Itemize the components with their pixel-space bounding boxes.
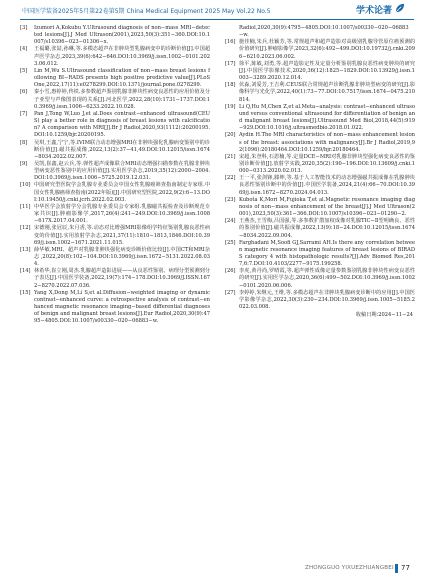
reference-item [20, 68, 210, 89]
reference-number: [27] [225, 289, 236, 296]
reference-text: 吴凯,崔鑫,赵云兵,等.弹性超声成像联合MRI动态增强扫描参数在乳腺非肿块型病变恶性鉴别中的应用价值[J].实用医学杂志,2019,35(12):2000−2004.DOI:10.3969/j.issn.1006−5725.2019.12.031. [34, 160, 210, 182]
page-header [0, 0, 427, 20]
reference-item [225, 61, 415, 82]
page-number: 77 [401, 564, 410, 572]
reference-text: Aydin H.The MRI characteristics of non−mass enhancement lesions of the breast: associations with malignancy[J].Br J Radiol,2019,92(1096):20180464.DOI:10.1259/bjr.20180464. [239, 132, 415, 153]
reference-item [20, 161, 210, 182]
reference-text: 中华医学会放射学分会乳腺专业委员会专家组.乳腺磁共振检查及诊断规范专家共识[J].肿瘤影像学,2017,26(4):241−249.DOI:10.3969/j.issn.1008−617X.2017.04.001. [34, 203, 210, 225]
reference-text: 施佳楠,朱兵,杜颖芳,等.常规超声和超声造影对高级别乳腺导管原位癌预测的价值研究[J].肿瘤影像学,2023,32(6):492−499.DOI:10.19732/j.cnki.2096−6210.2023.06.002. [239, 39, 415, 60]
reference-text: 宋超,朱登科,石恩楠,等.定量DCE−MRI对乳腺非肿块型强化病变良恶性的鉴别诊断价值[J].放射学实践,2020,35(2):190−196.DOI:10.13609/j.cnki.1000−0313.2020.02.013. [239, 153, 415, 175]
reference-number: [19] [225, 103, 236, 110]
reference-item [20, 140, 210, 161]
reference-text: Pan J,Tong W,Luo J,et al.Does contrast−enhanced ultrasound(CEUS) play a better role in diagnosis of breast lesions with calcification? A comparison with MRI[J].Br J Radiol,2020,93(1112):20200195.DOI:10.1259/bjr.20200195. [34, 110, 210, 139]
reference-number: [24] [225, 218, 236, 225]
reference-text: 宋德刚,张冠辰,朱月香,等.动态对比增强MRI影像组学特征鉴别乳腺良恶性病变的价值[J].实用放射学杂志,2021,37(11):1810−1813,1846.DOI:10.3969/j.issn.1002−1671.2021.11.015. [34, 225, 210, 246]
reference-text: Izumori A,Kokubu Y.Ultrasound diagnosis of non−mass MRI−detected lesions[J].J Med Ultrason(2001),2023,50(3):351−360.DOI:10.1007/s10396−023−01306−x. [34, 25, 210, 46]
header-rule [20, 19, 414, 20]
reference-number: [12] [20, 225, 31, 232]
reference-item [225, 290, 415, 311]
reference-item [225, 39, 415, 60]
reference-item [225, 154, 415, 175]
reference-item [20, 225, 210, 246]
reference-item [225, 197, 415, 218]
reference-item [20, 46, 210, 67]
reference-text: Kubota K,Mori M,Fujioka T,et al.Magnetic resonance imaging diagnosis of non−mass enhancement of the breast[J].J Med Ultrason(2001),2023,50(3):361−366.DOI:10.1007/s10396−023−01290−2. [239, 196, 415, 218]
reference-number: [3] [20, 25, 28, 31]
reference-number: [5] [20, 67, 28, 74]
reference-number: [22] [225, 175, 236, 182]
reference-text: Farghadani M,Soofi GJ,Sarrami AH.Is there any correlation between magnetic resonance imaging features of breast lesions of BIRADS category 4 with histopathologic results?[J].Adv Biomed Res,2017,6:7.DOI:10.4103/2277−9175.199258. [239, 239, 415, 268]
reference-number: [16] [225, 39, 236, 46]
reference-item [225, 268, 415, 289]
reference-text: Lin M,Wu S.Ultrasound classification of non−mass breast lesions following BI−RADS presents high positive predictive value[J].PLoS One,2022,17(11):e0278299.DOI:10.1371/journal.pone.0278299. [34, 67, 210, 89]
reference-number: [9] [20, 160, 28, 167]
reference-item [225, 104, 415, 133]
reference-number: [7] [20, 110, 28, 117]
reference-text: Yang X,Dong M,Li S,et al.Diffusion−weighted imaging or dynamic contrast−enhanced curve: a retrospective analysis of contrast−enhanced magnetic resonance imaging−based differential diagnoses of benign and malignant breast lesions[J].Eur Radiol,2020,30(9):4795−4805.DOI:10.1007/s00330−020−06883−w. [34, 289, 210, 325]
received-date: 收稿日期:2024−11−24 [355, 312, 413, 319]
reference-item [20, 268, 210, 289]
references-right-column [225, 25, 415, 319]
reference-number: [20] [225, 132, 236, 139]
reference-item [20, 111, 210, 140]
reference-text: 林希华,崔立刚,周杰.乳腺超声造影进展——从良恶性鉴别、病理分型预测到分子表达[J].中国医学装备,2022,19(7):174−178.DOI:10.3969/J.ISSN.1672−8270.2022.07.036. [34, 268, 210, 289]
reference-text: 薛华敏.MRI、超声对乳腺非肿块强化病变诊断价值比较[J].中国CT和MRI杂志,2022,20(8):102−104.DOI:10.3969/j.issn.1672−5131.2022.08.034. [34, 246, 210, 268]
footer-accent-bar [395, 564, 398, 573]
reference-text: Radiol,2020,30(9):4795−4805.DOI:10.1007/s00330−020−06883−w. [239, 25, 409, 39]
reference-item [225, 82, 415, 103]
reference-text: Li Q,Hu M,Chen Z,et al.Meta−analysis: contrast−enhanced ultrasound versus conventional ultrasound for differentiation of benign and malignant breast lesions[J].Ultrasound Med Biol,2018,44(5):919−929.DOI:10.1016/j.ultrasmedbio.2018.01.022. [239, 103, 415, 132]
reference-text: 王一平,张剑锋,滕坤,等.基于人工智能技术的动态增强磁共振成像在乳腺肿块良恶性鉴别诊断中的价值[J].中国医学装备,2024,21(4):66−70.DOI:10.3969/j.issn.1672−8270.2024.04.013. [239, 175, 415, 196]
reference-text: 李虎,黄丹尚,罗晴霞,等.超声弹性成像定量参数鉴别乳腺非肿块性病变良恶性的研究[J].实用医学杂志,2020,36(6):499−502.DOI:10.3969/j.issn.1002−0101.2020.06.006. [239, 268, 415, 289]
reference-text: 伏淼,刘爱芳,王吉利.CEUS联合常规超声诊断乳腺非肿块型病变的研究[J].影像科学与光化学,2022,40(1):73−77.DOI:10.7517/issn.1674−0475.210814. [239, 82, 415, 103]
reference-number: [15] [20, 289, 31, 296]
reference-item [225, 218, 415, 239]
reference-number: [11] [20, 203, 31, 210]
reference-item [20, 25, 210, 46]
reference-item [20, 247, 210, 268]
references-left-column [20, 25, 210, 326]
reference-item [20, 89, 210, 110]
reference-text: 王福璐,张喆,孙琳,等.多模态超声在非肿块型乳腺病变中的诊断价值[J].中国超声医学杂志,2023,39(6):642−646.DOI:10.3969/j.issn.1002−0101.2023.06.012. [34, 46, 210, 67]
journal-info: 中国医学装备2025年5月第22卷第5期 China Medical Equipment 2025 May Vol.22 No.5 [22, 8, 271, 15]
reference-item [20, 290, 210, 326]
reference-item [20, 204, 210, 225]
reference-number: [23] [225, 196, 236, 203]
reference-item-continued [225, 25, 415, 39]
journal-pinyin: ZHONGGUO YIXUEZHUANGBEI [305, 565, 394, 571]
reference-text: 中国研究型医院学会乳腺专业委员会中国女性乳腺癌筛查指南制定专家组.中国女性乳腺癌筛查指南(2022年版)[J].中国研究型医院,2022,9(2):6−13.DOI:10.19450/j.cnki.jcrh.2022.02.003. [34, 182, 210, 203]
reference-text: 秦小雪,惠婷婷,佟铁.多参数超声鉴别乳腺非肿块性病变良恶性的应用价值及分子亚型与声像图表现的关系[J].河北医学,2022,28(10):1731−1737.DOI:10.3969/j.issn.1006−6233.2022.10.028. [34, 89, 210, 110]
reference-item [20, 182, 210, 203]
reference-number: [14] [20, 268, 31, 275]
reference-number: [6] [20, 89, 28, 96]
section-title: 学术论著 [356, 6, 393, 16]
reference-number: [4] [20, 46, 28, 53]
reference-item [225, 175, 415, 196]
reference-text: 徐平,陈敏,刘勇,等.超声造影定性及定量分析鉴别乳腺良恶性病变肿块的研究[J].中国医学影像技术,2020,36(12):1825−1829.DOI:10.13929/j.issn.1003−3289.2020.12.014. [239, 60, 415, 82]
reference-number: [13] [20, 246, 31, 253]
page-footer [0, 561, 427, 579]
reference-number: [18] [225, 82, 236, 89]
reference-text: 李婷婷,朱继元,王维,等.多模态超声在非肿块乳腺病变诊断中的应用[J].中国医学影像学杂志,2022,30(3):230−234.DOI:10.3969/j.issn.1005−5185.2022.03.008. [239, 289, 415, 311]
reference-number: [25] [225, 239, 236, 246]
reference-number: [21] [225, 153, 236, 160]
leaf-icon [394, 3, 405, 14]
reference-number: [26] [225, 268, 236, 275]
reference-text: 吴琪,王鑫,宁宁,等.IVIM联合动态增强MRI在非肿块强化乳腺病变鉴别中的诊断价值[J].磁共振成像,2022,13(2):37−41,49.DOI:10.12015/issn.1674−8034.2022.02.007. [34, 139, 210, 160]
reference-text: 王燕杰,王雪梅,吕国强,等.多参数扩散加权成像对乳腺TIC−Ⅱ型明确良、恶性的鉴别价值[J].磁共振成像,2022,13(9):18−24.DOI:10.12015/issn.1674−8034.2022.09.004. [239, 218, 415, 239]
reference-number: [17] [225, 60, 236, 67]
reference-item [225, 240, 415, 269]
reference-number: [8] [20, 139, 28, 146]
reference-item [225, 132, 415, 153]
reference-number: [10] [20, 182, 31, 189]
